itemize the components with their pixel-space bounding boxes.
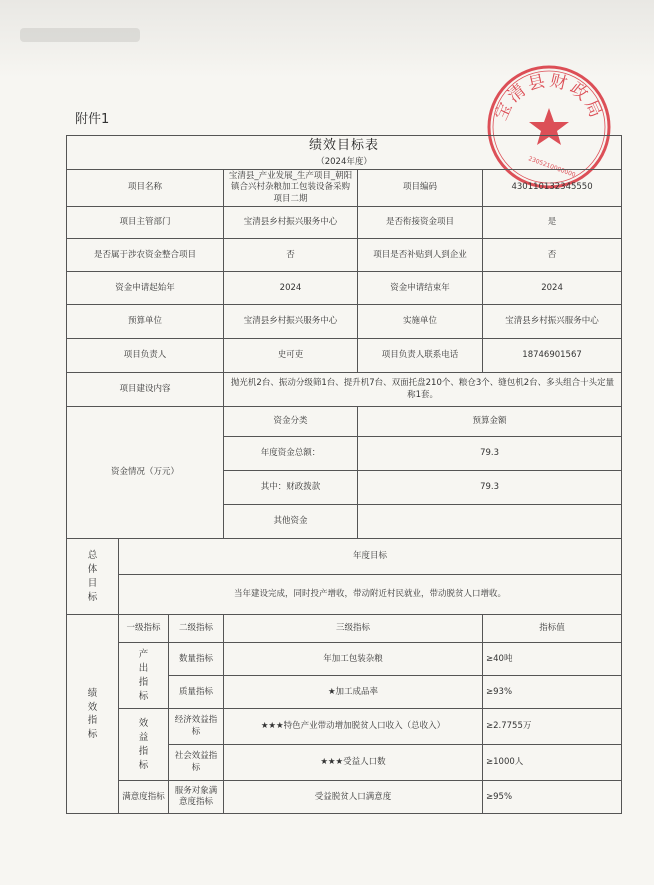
overall-header: 年度目标: [119, 539, 622, 575]
social-item: ★★★受益人口数: [224, 745, 483, 781]
output-char: 指: [138, 676, 149, 688]
indicator-char: 绩: [87, 687, 98, 699]
dept-label: 项目主管部门: [67, 207, 224, 239]
svg-text:2305210000000: 2305210000000: [527, 155, 577, 179]
subsidy-label: 项目是否补贴到人到企业: [358, 239, 483, 272]
phone-label: 项目负责人联系电话: [358, 339, 483, 373]
end-year-value: 2024: [483, 272, 622, 305]
overall-text: 当年建设完成，同时投产增收，带动附近村民就业，带动脱贫人口增收。: [119, 575, 622, 615]
funds-fiscal-label: 其中：财政拨款: [224, 471, 358, 505]
benefit-char: 指: [138, 745, 149, 757]
performance-target-table: [66, 135, 622, 814]
social-label: 社会效益指标: [169, 745, 224, 781]
satisfaction-item: 受益脱贫人口满意度: [224, 781, 483, 814]
economic-label: 经济效益指标: [169, 709, 224, 745]
phone-value: 18746901567: [483, 339, 622, 373]
benefit-char: 益: [138, 732, 149, 744]
start-year-value: 2024: [224, 272, 358, 305]
benefit-char: 标: [138, 759, 149, 771]
content-label: 项目建设内容: [67, 373, 224, 407]
funds-label: 资金情况（万元）: [67, 407, 224, 539]
budget-unit-value: 宝清县乡村振兴服务中心: [224, 305, 358, 339]
subsidy-value: 否: [483, 239, 622, 272]
svg-text:宝清县财政局: 宝清县财政局: [491, 70, 607, 124]
satisfaction-label: 服务对象满意度指标: [169, 781, 224, 814]
funds-other-value: [358, 505, 622, 539]
indicator-label: [67, 615, 119, 814]
funds-fiscal-value: 79.3: [358, 471, 622, 505]
quantity-value: ≥40吨: [483, 643, 622, 676]
start-year-label: 资金申请起始年: [67, 272, 224, 305]
budget-unit-label: 预算单位: [67, 305, 224, 339]
funds-total-label: 年度资金总额：: [224, 437, 358, 471]
table-year: （2024年度）: [316, 156, 372, 167]
funds-total-value: 79.3: [358, 437, 622, 471]
economic-value: ≥2.7755万: [483, 709, 622, 745]
overall-char: 体: [87, 564, 98, 576]
quality-item: ★加工成品率: [224, 676, 483, 709]
benefit-char: 效: [138, 718, 149, 730]
project-code-label: 项目编码: [358, 170, 483, 207]
indicator-char: 效: [87, 701, 98, 713]
appendix-label: 附件1: [75, 112, 110, 127]
overall-char: 标: [87, 591, 98, 603]
leader-value: 史可吏: [224, 339, 358, 373]
direct-fund-value: 是: [483, 207, 622, 239]
direct-fund-label: 是否衔接资金项目: [358, 207, 483, 239]
overall-char: 目: [87, 577, 98, 589]
project-name-value: 宝清县_产业发展_生产项目_朝阳镇合兴村杂粮加工包装设备采购项目二期: [224, 170, 358, 207]
indicator-char: 指: [87, 715, 98, 727]
economic-item: ★★★特色产业带动增加脱贫人口收入（总收入）: [224, 709, 483, 745]
indicator-char: 标: [87, 729, 98, 741]
impl-unit-value: 宝清县乡村振兴服务中心: [483, 305, 622, 339]
project-code-value: 430110132345550: [483, 170, 622, 207]
content-value: 抛光机2台、振动分级筛1台、提升机7台、双面托盘210个、粮仓3个、缝包机2台、多头组合十头定量称1套。: [224, 373, 622, 407]
funds-other-label: 其他资金: [224, 505, 358, 539]
header-level2: 二级指标: [169, 615, 224, 643]
satisfaction-level1: 满意度指标: [119, 781, 169, 814]
header-level3: 三级指标: [224, 615, 483, 643]
benefit-indicator-label: [119, 709, 169, 781]
agri-fund-label: 是否属于涉农资金整合项目: [67, 239, 224, 272]
header-value: 指标值: [483, 615, 622, 643]
table-title-cell: [67, 136, 622, 170]
leader-label: 项目负责人: [67, 339, 224, 373]
header-level1: 一级指标: [119, 615, 169, 643]
quantity-item: 年加工包装杂粮: [224, 643, 483, 676]
funds-header-category: 资金分类: [224, 407, 358, 437]
impl-unit-label: 实施单位: [358, 305, 483, 339]
table-title: 绩效目标表: [309, 138, 380, 153]
project-name-label: 项目名称: [67, 170, 224, 207]
dept-value: 宝清县乡村振兴服务中心: [224, 207, 358, 239]
satisfaction-value: ≥95%: [483, 781, 622, 814]
quantity-label: 数量指标: [169, 643, 224, 676]
output-char: 产: [138, 649, 149, 661]
output-char: 标: [138, 690, 149, 702]
quality-value: ≥93%: [483, 676, 622, 709]
quality-label: 质量指标: [169, 676, 224, 709]
output-char: 出: [138, 663, 149, 675]
overall-target-label: [67, 539, 119, 615]
end-year-label: 资金申请结束年: [358, 272, 483, 305]
output-indicator-label: [119, 643, 169, 709]
agri-fund-value: 否: [224, 239, 358, 272]
funds-header-amount: 预算金额: [358, 407, 622, 437]
social-value: ≥1000人: [483, 745, 622, 781]
overall-char: 总: [87, 550, 98, 562]
